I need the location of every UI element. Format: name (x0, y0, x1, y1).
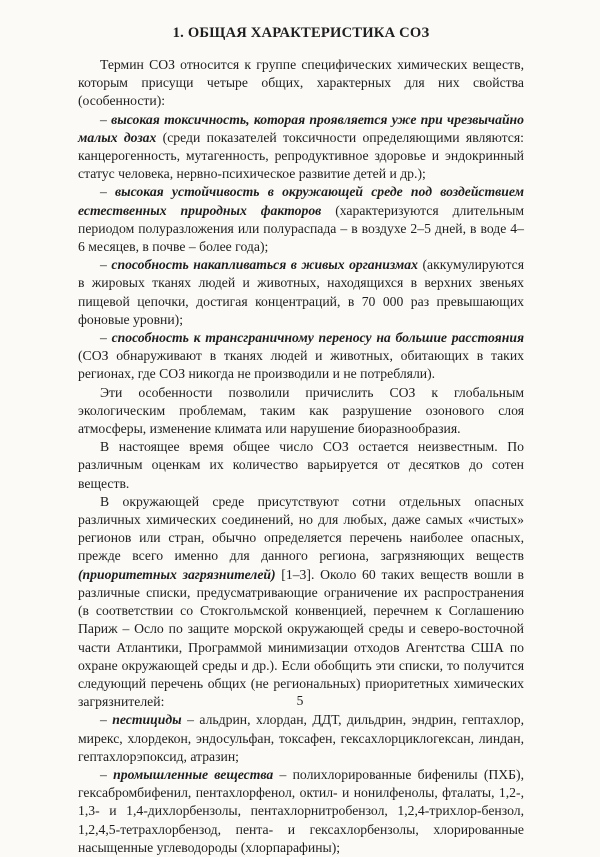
emphasis-text: (приоритетных загрязнителей) (78, 566, 276, 582)
paragraph (78, 56, 524, 111)
text-run: – (100, 184, 116, 200)
paragraph (78, 493, 524, 711)
paragraph (78, 329, 524, 384)
text-run: (характеризуются длительным периодом полуразложения или полураспада – в воздухе 2–5 дней, в воде 4–6 месяцев, в почве – более года); (78, 202, 524, 255)
emphasis-text: пестициды (112, 712, 182, 728)
emphasis-text: высокая токсичность, которая проявляется уже при чрезвычайно малых дозах (78, 111, 524, 145)
emphasis-text: способность накапливаться в живых организмах (111, 257, 418, 273)
text-run: (аккумулируются в жировых тканях людей и животных, находящихся в верхних звеньях пищевой цепочки, достигая концентраций, в 70 000 раз превышающих фоновые уровни); (78, 257, 524, 327)
section-body (78, 56, 524, 857)
text-run: – (100, 257, 112, 273)
text-run: – (100, 712, 113, 728)
text-run: В окружающей среде присутствуют сотни отдельных опасных различных химических соединений, но для любых, даже самых «чистых» регионов или стран, обычно определяется перечень наиболее опасных, прежде всего именно для данного региона, загрязняющих веществ (78, 493, 524, 564)
emphasis-text: промышленные вещества (113, 766, 274, 782)
paragraph (78, 256, 524, 329)
paragraph (78, 111, 524, 184)
emphasis-text: высокая устойчивость в окружающей среде под воздействием естественных природных факторов (78, 184, 524, 218)
text-run: – полихлорированные бифенилы (ПХБ), гексабромбифенил, пентахлорфенол, октил- и нонилфенолы, фталаты, 1,2-, 1,3- и 1,4-дихлорбензолы, пентахлорнитробензол, 1,2,4-трихлор-бензол, 1,2,4,5-тетрахлорбензод, пента- и гексахлорбензолы, хлорированные насыщенные углеводороды (хлорпарафины); (78, 766, 524, 855)
text-run: (среди показателей токсичности определяющими являются: канцерогенность, мутагенность, репродуктивное здоровье и эндокринный статус человека, нервно-психическое развитие детей и др.); (78, 129, 524, 182)
text-run: – альдрин, хлордан, ДДТ, дильдрин, эндрин, гептахлор, мирекс, хлордекон, эндосульфан, токсафен, гексахлорциклогексан, линдан, гептахлорэпоксид, атразин; (78, 712, 524, 764)
text-run: Эти особенности позволили причислить СОЗ к глобальным экологическим проблемам, таким как разрушение озонового слоя атмосферы, изменение климата или нарушение биоразнообразия. (78, 384, 524, 437)
paragraph (78, 384, 524, 439)
text-run: – (100, 330, 112, 346)
paragraph (78, 711, 524, 766)
text-run: В настоящее время общее число СОЗ остается неизвестным. По различным оценкам их количество варьируется от десятков до сотен веществ. (78, 439, 524, 491)
paragraph (78, 183, 524, 256)
text-run: – (100, 766, 114, 782)
text-run: (СОЗ обнаруживают в тканях людей и животных, обитающих в таких регионах, где СОЗ никогда не производили и не потребляли). (78, 348, 524, 382)
text-run: Термин СОЗ относится к группе специфических химических веществ, которым присущи четыре общих, характерных для них свойства (особенности): (78, 57, 524, 109)
text-run: [1–3]. Около 60 таких веществ вошли в различные списки, предусматривающие ограничение их распространения (в соответствии со Стокгольмской конвенцией, перечнем к Соглашению Париж – Осло по защите морской окружающей среды и северо-восточной части Атлантики, Программой минимизации отходов Агентства США по охране окружающей среды и др.). Если обобщить эти списки, то получится следующий перечень общих (не региональных) приоритетных химических загрязнителей: (78, 566, 524, 710)
text-run: – (100, 111, 112, 127)
paragraph (78, 766, 524, 857)
section-title: 1. ОБЩАЯ ХАРАКТЕРИСТИКА СОЗ (172, 25, 430, 41)
paragraph (78, 438, 524, 493)
page-number: 5 (296, 693, 304, 708)
emphasis-text: способность к трансграничному переносу на большие расстояния (111, 330, 524, 346)
